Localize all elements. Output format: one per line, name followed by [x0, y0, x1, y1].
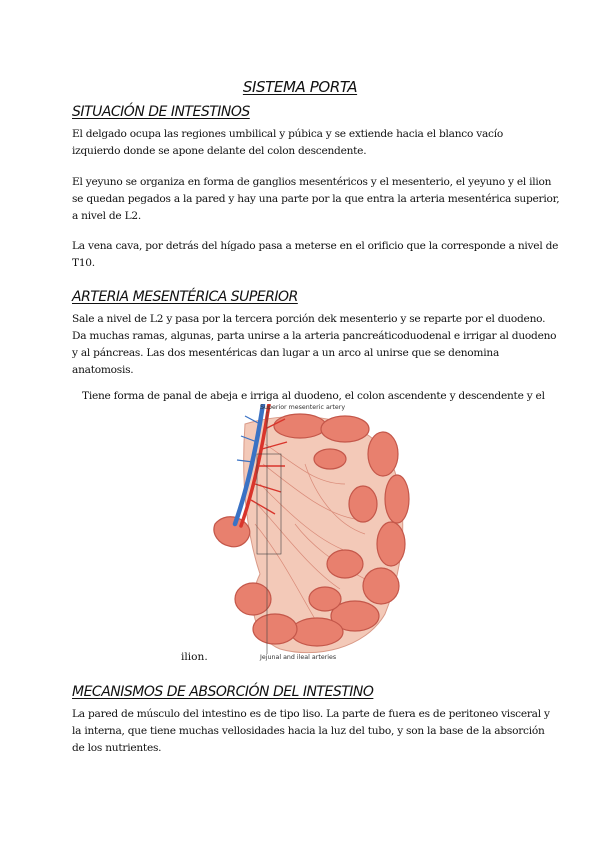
- paragraph-3: La vena cava, por detrás del hígado pasa a meterse en el orificio que la corresponde a nivel de T10.: [72, 240, 559, 269]
- page-title: SISTEMA PORTA: [242, 78, 358, 96]
- paragraph-4: Sale a nivel de L2 y pasa por la tercera porción dek mesenterio y se reparte por el duodeno. Da muchas ramas, algunas, parta unirse a la arteria pancreáticoduodenal e irrigar al duodeno y al páncreas. Las dos mesentéricas dan lugar a un arco al unirse que se denomina anatomosis.: [72, 313, 557, 376]
- paragraph-5: La pared de músculo del intestino es de tipo liso. La parte de fuera es de peritoneo visceral y la interna, que tiene muchas vellosidades hacia la luz del tubo, y son la base de la absorción de los nutrientes.: [72, 708, 550, 754]
- figure-caption-bottom: ilion.: [181, 651, 208, 663]
- intestine-illustration: [205, 404, 415, 666]
- paragraph-2: El yeyuno se organiza en forma de ganglios mesentéricos y el mesenterio, el yeyuno y el ilion se quedan pegados a la pared y hay una parte por la que entra la arteria mesentérica superior, a nivel de L2.: [72, 176, 560, 222]
- heading-arteria: ARTERIA MESENTÉRICA SUPERIOR: [72, 289, 298, 305]
- heading-mecanismos: MECANISMOS DE ABSORCIÓN DEL INTESTINO: [72, 684, 374, 700]
- figure-caption-top: Tiene forma de panal de abeja e irriga al duodeno, el colon ascendente y descendente y el: [82, 390, 545, 402]
- label-jejunal-ileal-arteries: Jejunal and ileal arteries: [260, 654, 337, 661]
- label-superior-mesenteric-artery: Superior mesenteric artery: [260, 404, 346, 411]
- intestine-figure: [205, 404, 415, 666]
- heading-situacion: SITUACIÓN DE INTESTINOS: [72, 104, 250, 120]
- paragraph-1: El delgado ocupa las regiones umbilical y púbica y se extiende hacia el blanco vacío izquierdo donde se apone delante del colon descendente.: [72, 128, 503, 157]
